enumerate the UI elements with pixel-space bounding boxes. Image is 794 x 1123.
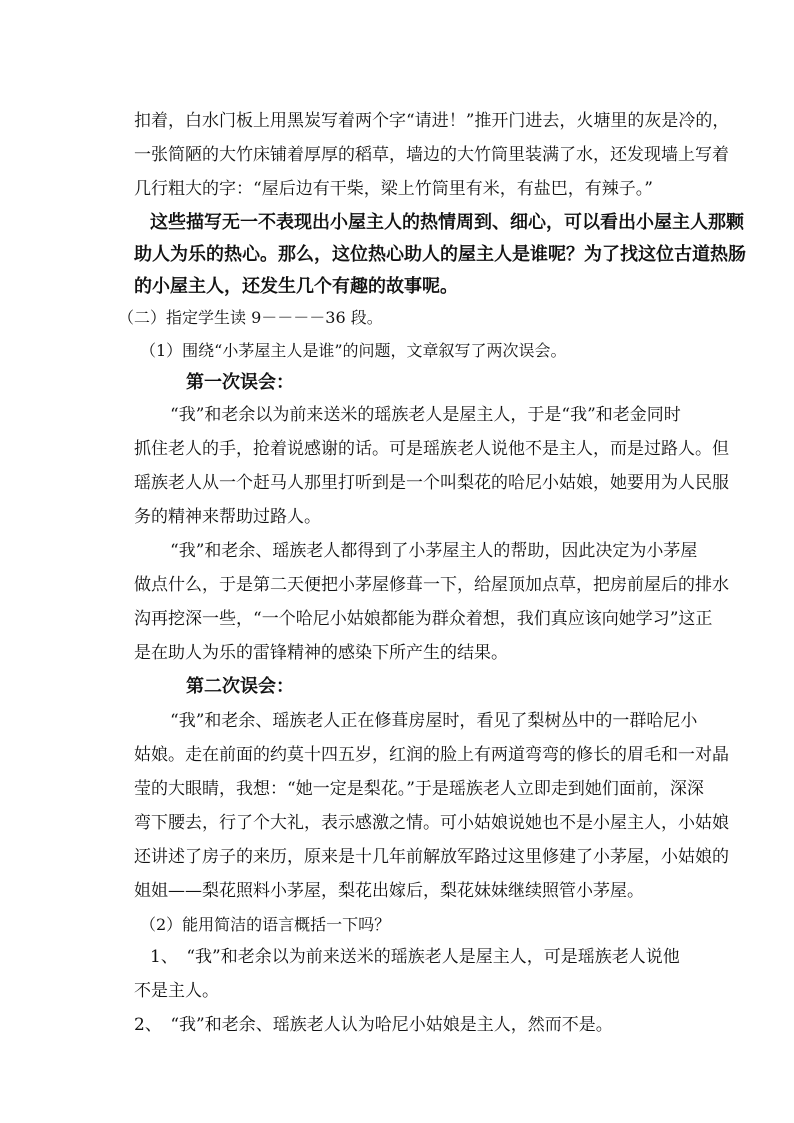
bold-paragraph-line: 助人为乐的热心。那么，这位热心助人的屋主人是谁呢？为了找这位古道热肠 (134, 244, 746, 265)
paragraph-line: 抓住老人的手，抢着说感谢的话。可是瑶族老人说他不是主人，而是过路人。但 (134, 439, 729, 459)
list-item-1-continuation: 不是主人。 (134, 981, 219, 1001)
bold-paragraph-line: 这些描写无一不表现出小屋主人的热情周到、细心，可以看出小屋主人那颗 (150, 212, 744, 233)
paragraph-line: 几行粗大的字：“屋后边有干柴，梁上竹筒里有米，有盐巴，有辣子。” (134, 179, 653, 199)
paragraph-line: 弯下腰去，行了个大礼，表示感激之情。可小姑娘说她也不是小屋主人，小姑娘 (134, 813, 729, 833)
paragraph-line: 姑娘。走在前面的约莫十四五岁，红润的脸上有两道弯弯的修长的眉毛和一对晶 (134, 745, 729, 765)
paragraph-line: 务的精神来帮助过路人。 (134, 507, 321, 527)
list-item-1: 1、 “我”和老余以为前来送米的瑶族老人是屋主人，可是瑶族老人说他 (150, 947, 680, 967)
bold-paragraph-line: 的小屋主人，还发生几个有趣的故事呢。 (134, 276, 458, 297)
paragraph-line: 沟再挖深一些，“一个哈尼小姑娘都能为群众着想，我们真应该向她学习”这正 (134, 609, 713, 629)
paragraph-line: 做点什么，于是第二天便把小茅屋修葺一下，给屋顶加点草，把房前屋后的排水 (134, 575, 729, 595)
paragraph-line: 瑶族老人从一个赶马人那里打听到是一个叫梨花的哈尼小姑娘，她要用为人民服 (134, 473, 729, 493)
paragraph-line: “我”和老余、瑶族老人都得到了小茅屋主人的帮助，因此决定为小茅屋 (170, 541, 698, 561)
paragraph-line: “我”和老余、瑶族老人正在修葺房屋时，看见了梨树丛中的一群哈尼小 (170, 711, 698, 731)
paragraph-line: 还讲述了房子的来历，原来是十几年前解放军路过这里修建了小茅屋，小姑娘的 (134, 847, 729, 867)
paragraph-line: “我”和老余以为前来送米的瑶族老人是屋主人，于是“我”和老金同时 (170, 405, 681, 425)
paragraph-line: 一张简陋的大竹床铺着厚厚的稻草，墙边的大竹筒里装满了水，还发现墙上写着 (134, 145, 729, 165)
question-line: （2）能用简洁的语言概括一下吗？ (140, 915, 391, 934)
paragraph-line: 是在助人为乐的雷锋精神的感染下所产生的结果。 (134, 643, 508, 663)
paragraph-line: 扣着，白水门板上用黑炭写着两个字“请进！”推开门进去，火塘里的灰是冷的， (134, 111, 730, 131)
list-item-2: 2、 “我”和老余、瑶族老人认为哈尼小姑娘是主人，然而不是。 (134, 1015, 613, 1035)
subheading-first-misunderstanding: 第一次误会： (186, 372, 294, 393)
subheading-second-misunderstanding: 第二次误会： (186, 676, 294, 697)
question-line: （1）围绕“小茅屋主人是谁”的问题，文章叙写了两次误会。 (140, 341, 567, 360)
section-heading: （二）指定学生读 9－－－－36 段。 (118, 308, 383, 327)
paragraph-line: 姐姐——梨花照料小茅屋，梨花出嫁后，梨花妹妹继续照管小茅屋。 (134, 881, 644, 901)
paragraph-line: 莹的大眼睛，我想：“她一定是梨花。”于是瑶族老人立即走到她们面前，深深 (134, 779, 704, 799)
